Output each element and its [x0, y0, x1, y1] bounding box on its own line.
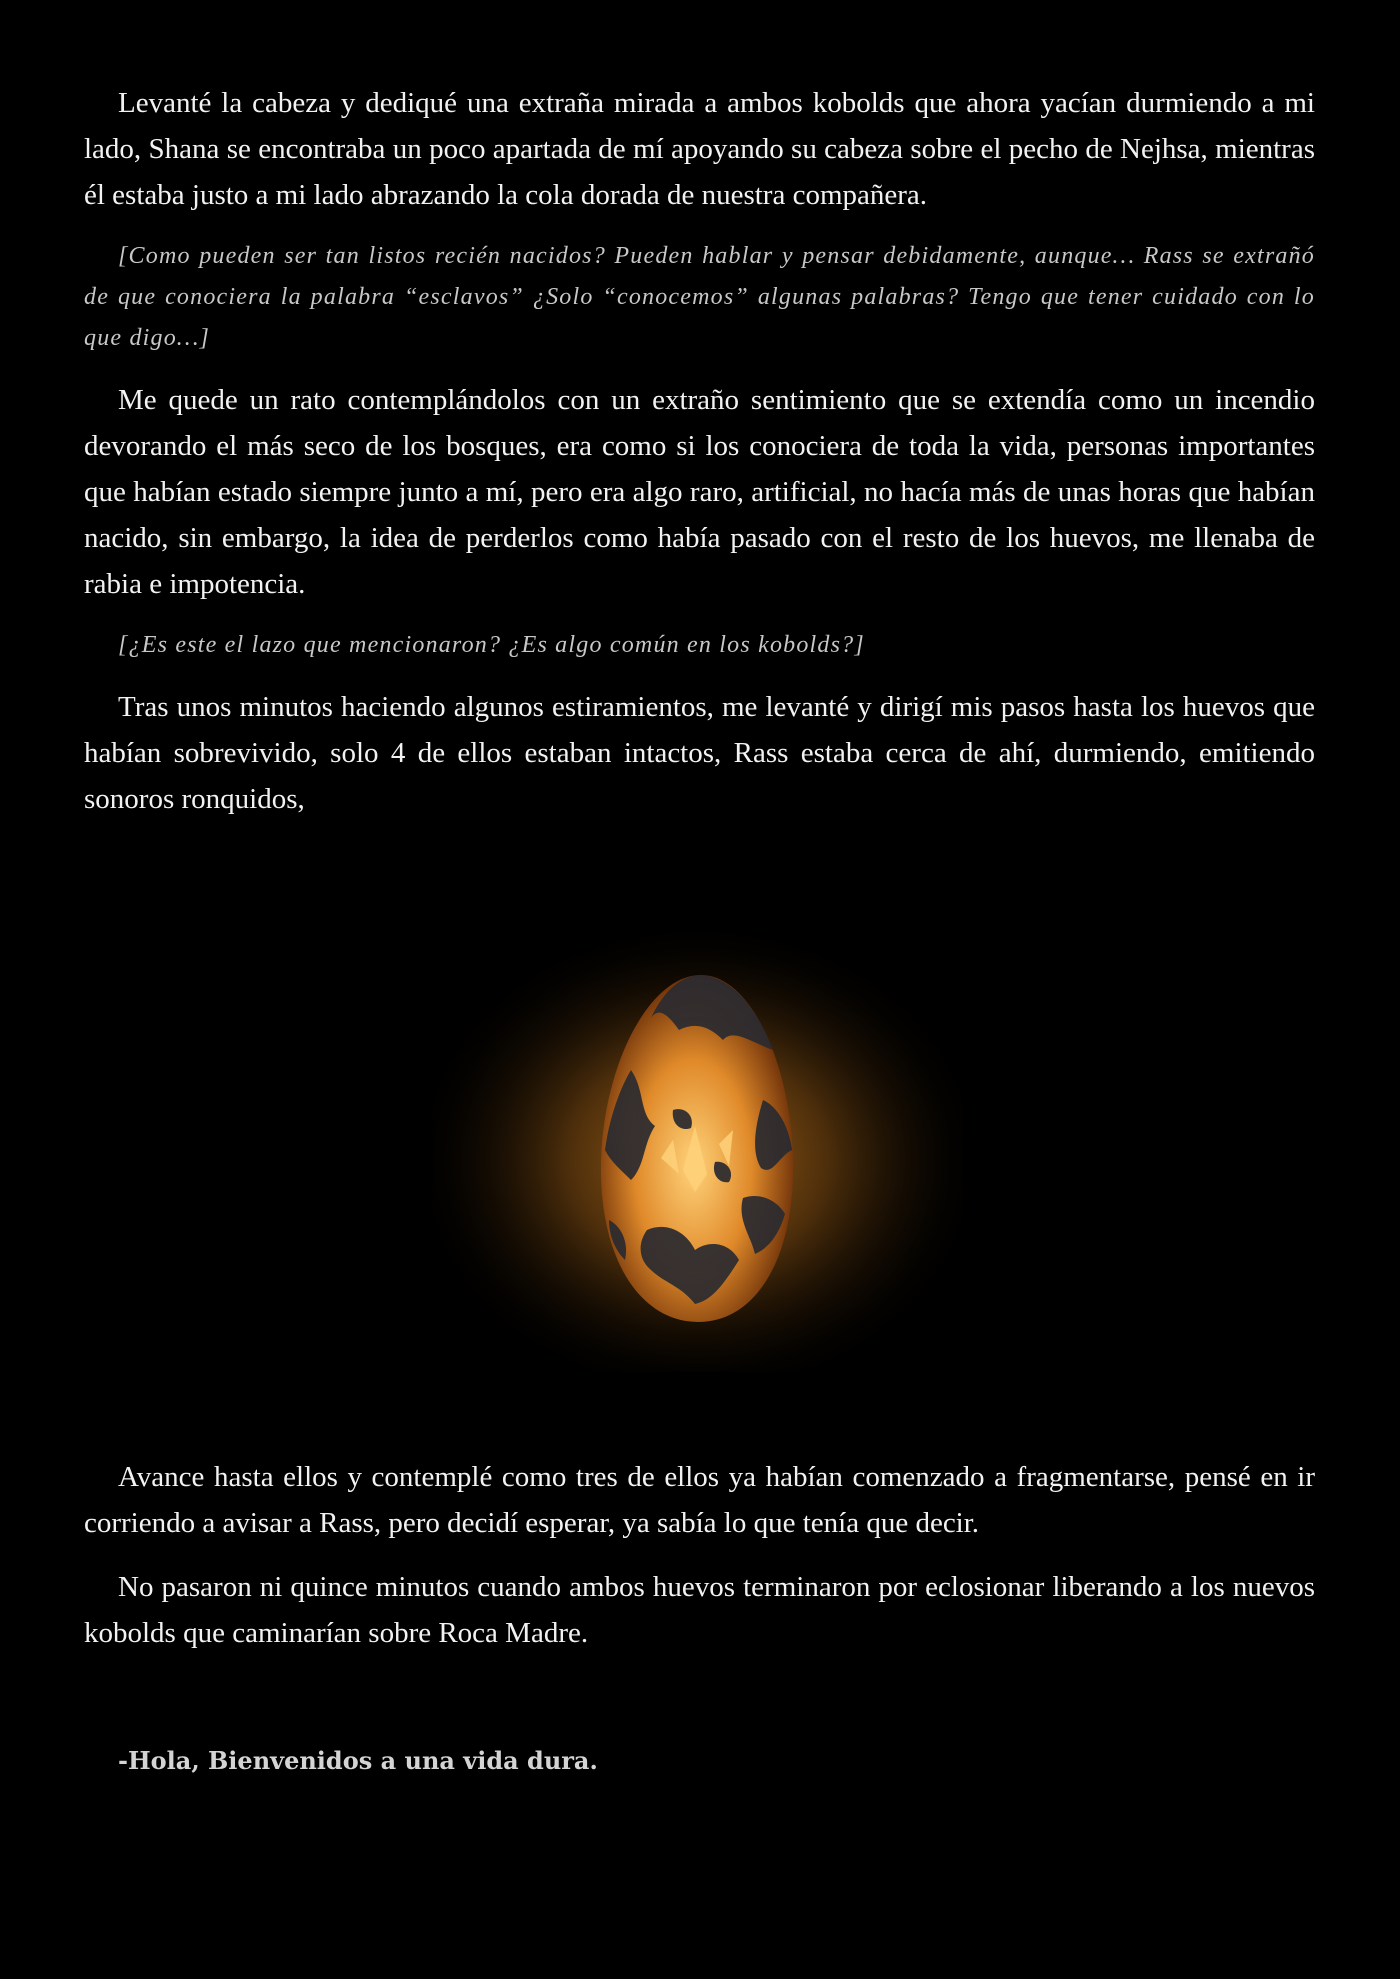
text-block-bottom: [84, 1454, 1315, 1674]
egg-icon: [433, 930, 963, 1372]
inner-thought-2: [¿Es este el lazo que mencionaron? ¿Es algo común en los kobolds?]: [118, 632, 865, 658]
paragraph-5: No pasaron ni quince minutos cuando ambos huevos terminaron por eclosionar liberando a los nuevos kobolds que caminarían sobre Roca Madre.: [84, 1571, 1315, 1649]
paragraph-4: Avance hasta ellos y contemplé como tres de ellos ya habían comenzado a fragmentarse, pensé en ir corriendo a avisar a Rass, pero decidí esperar, ya sabía lo que tenía que decir.: [84, 1461, 1315, 1539]
inner-thought-1: [Como pueden ser tan listos recién nacidos? Pueden hablar y pensar debidamente, aunque… Rass se extrañó de que conociera la palabra “esclavos” ¿Solo “conocemos” algunas palabras? Tengo que tener cuidado con lo que digo…]: [84, 243, 1315, 351]
paragraph-1: Levanté la cabeza y dediqué una extraña mirada a ambos kobolds que ahora yacían durmiendo a mi lado, Shana se encontraba un poco apartada de mí apoyando su cabeza sobre el pecho de Nejhsa, mientras él estaba justo a mi lado abrazando la cola dorada de nuestra compañera.: [84, 87, 1315, 211]
text-block-top: [84, 80, 1315, 840]
paragraph-2: Me quede un rato contemplándolos con un extraño sentimiento que se extendía como un incendio devorando el más seco de los bosques, era como si los conociera de toda la vida, personas importantes que habían estado siempre junto a mí, pero era algo raro, artificial, no hacía más de unas horas que habían nacido, sin embargo, la idea de perderlos como había pasado con el resto de los huevos, me llenaba de rabia e impotencia.: [84, 384, 1315, 600]
glowing-egg-illustration: [433, 930, 963, 1372]
closing-dialogue-line: -Hola, Bienvenidos a una vida dura.: [118, 1746, 598, 1775]
paragraph-3: Tras unos minutos haciendo algunos estiramientos, me levanté y dirigí mis pasos hasta los huevos que habían sobrevivido, solo 4 de ellos estaban intactos, Rass estaba cerca de ahí, durmiendo, emitiendo sonoros ronquidos,: [84, 691, 1315, 815]
